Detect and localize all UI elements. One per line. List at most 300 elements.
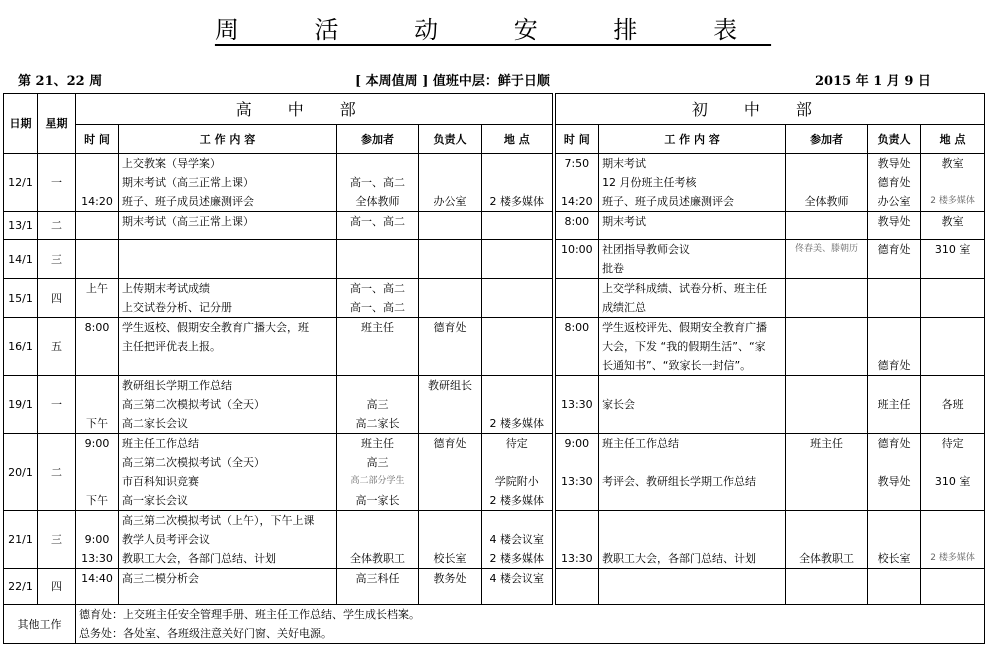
cell-middle-place — [921, 434, 985, 511]
cell-line: 待定 — [505, 437, 528, 450]
cell-middle-owner — [868, 279, 921, 318]
cell-middle-owner — [868, 434, 921, 511]
cell-line: 班主任 — [810, 437, 844, 450]
cell-line — [79, 511, 115, 530]
cell-line — [559, 511, 596, 530]
week-range: 第 21、22 周 — [18, 74, 103, 89]
cell-line: 教职工大会，各部门总结、计划 — [602, 552, 757, 565]
cell-high-participants — [337, 511, 419, 569]
cell-line: 期末考试 — [602, 157, 647, 170]
header-date: 日期 — [4, 94, 38, 154]
cell-high-place — [482, 376, 554, 434]
cell-line: 9:00 — [84, 533, 110, 546]
cell-middle-owner — [868, 569, 921, 605]
row-date: 21/1 — [4, 511, 38, 569]
header-owner: 负责人 — [419, 125, 482, 154]
cell-middle-owner — [868, 154, 921, 212]
schedule-table — [3, 93, 985, 644]
cell-line — [871, 337, 917, 356]
cell-high-work — [119, 434, 337, 511]
cell-line — [789, 453, 864, 472]
cell-line — [789, 491, 864, 510]
cell-high-place — [482, 318, 554, 376]
cell-middle-work — [599, 376, 786, 434]
cell-line — [789, 472, 864, 491]
cell-line — [871, 530, 917, 549]
cell-line — [422, 453, 478, 472]
cell-middle-place — [921, 569, 985, 605]
header-work: 工 作 内 容 — [599, 125, 786, 154]
cell-high-time — [76, 434, 119, 511]
cell-high-place — [482, 240, 554, 279]
cell-line — [340, 511, 415, 530]
cell-middle-participants — [786, 511, 868, 569]
cell-high-work — [119, 279, 337, 318]
cell-line — [789, 395, 864, 414]
cell-line: 高二部分学生 — [350, 476, 405, 486]
cell-middle-time — [554, 569, 599, 605]
cell-high-time — [76, 318, 119, 376]
cell-middle-place — [921, 318, 985, 376]
cell-line: 学生返校、假期安全教育广播大会，班 — [122, 321, 309, 334]
cell-high-work — [119, 240, 337, 279]
cell-line — [559, 173, 596, 192]
other-work-line: 德育处：上交班主任安全管理手册、班主任工作总结、学生成长档案。 — [79, 608, 420, 621]
cell-line — [602, 511, 782, 530]
cell-line: 期末考试（高三正常上课） — [122, 176, 254, 189]
cell-line — [602, 569, 782, 588]
cell-line — [789, 279, 864, 298]
cell-line: 待定 — [941, 437, 964, 450]
cell-line: 德育处 — [433, 321, 467, 334]
cell-line: 高一家长会议 — [122, 494, 188, 507]
row-date: 22/1 — [4, 569, 38, 605]
cell-line — [422, 414, 478, 433]
cell-middle-work — [599, 240, 786, 279]
cell-line: 高一、高二 — [350, 176, 405, 189]
row-weekday: 四 — [38, 279, 76, 318]
cell-line: 教导处 — [877, 215, 911, 228]
cell-line: 10:00 — [560, 243, 593, 256]
cell-line — [422, 173, 478, 192]
cell-high-work — [119, 318, 337, 376]
other-work-line: 总务处：各处室、各班级注意关好门窗、关好电源。 — [79, 627, 332, 640]
cell-middle-place — [921, 240, 985, 279]
cell-middle-owner — [868, 511, 921, 569]
cell-high-participants — [337, 434, 419, 511]
cell-line: 德育处 — [877, 176, 911, 189]
cell-line — [924, 376, 981, 395]
cell-line — [485, 279, 549, 298]
cell-middle-participants — [786, 154, 868, 212]
cell-middle-work — [599, 569, 786, 605]
cell-line: 期末考试（高三正常上课） — [122, 215, 254, 228]
cell-line — [422, 154, 478, 173]
row-weekday: 三 — [38, 240, 76, 279]
cell-line — [485, 453, 549, 472]
cell-line: 高三科任 — [355, 572, 400, 585]
cell-high-work — [119, 212, 337, 240]
cell-high-time — [76, 240, 119, 279]
doc-date: 2015 年 1 月 9 日 — [815, 74, 931, 89]
row-date: 15/1 — [4, 279, 38, 318]
cell-middle-owner — [868, 212, 921, 240]
cell-high-place — [482, 212, 554, 240]
cell-middle-participants — [786, 434, 868, 511]
cell-high-work — [119, 376, 337, 434]
cell-line: 8:00 — [564, 215, 590, 228]
row-date: 20/1 — [4, 434, 38, 511]
row-weekday: 二 — [38, 212, 76, 240]
cell-line: 上交试卷分析、记分册 — [122, 301, 232, 314]
cell-line: 家长会 — [602, 398, 636, 411]
cell-line: 德育处 — [877, 437, 911, 450]
cell-line — [485, 511, 549, 530]
cell-middle-work — [599, 434, 786, 511]
cell-line: 主任把评优表上报。 — [122, 340, 221, 353]
cell-line: 长通知书”、“致家长一封信”。 — [602, 359, 752, 372]
header-time: 时 间 — [76, 125, 119, 154]
cell-middle-time — [554, 240, 599, 279]
cell-line — [871, 376, 917, 395]
row-date: 12/1 — [4, 154, 38, 212]
cell-line: 班子、班子成员述廉测评会 — [122, 195, 254, 208]
cell-high-work — [119, 154, 337, 212]
table-row — [4, 154, 985, 212]
cell-line — [789, 318, 864, 337]
cell-line: 批卷 — [602, 262, 625, 275]
cell-line — [340, 376, 415, 395]
cell-high-time — [76, 279, 119, 318]
cell-line: 佟春美、滕朝历 — [795, 244, 859, 254]
cell-line: 教导处 — [877, 157, 911, 170]
cell-line — [485, 212, 549, 231]
cell-middle-owner — [868, 240, 921, 279]
cell-middle-place — [921, 154, 985, 212]
cell-middle-time — [554, 318, 599, 376]
cell-middle-work — [599, 212, 786, 240]
cell-line — [602, 453, 782, 472]
cell-high-place — [482, 154, 554, 212]
cell-line — [559, 376, 596, 395]
cell-high-owner — [419, 434, 482, 511]
header-time: 时 间 — [554, 125, 599, 154]
cell-line — [422, 472, 478, 491]
cell-middle-place — [921, 376, 985, 434]
cell-line — [485, 154, 549, 173]
cell-middle-participants — [786, 240, 868, 279]
cell-line — [485, 240, 549, 259]
cell-line: 高三第二次模拟考试（上午），下午上课 — [122, 514, 315, 527]
cell-middle-participants — [786, 569, 868, 605]
cell-line — [789, 511, 864, 530]
other-work-label: 其他工作 — [4, 605, 76, 644]
cell-line: 高三二模分析会 — [122, 572, 199, 585]
cell-line — [924, 279, 981, 298]
cell-line — [422, 491, 478, 510]
cell-line: 教导处 — [877, 475, 911, 488]
cell-line: 教研组长 — [428, 379, 472, 392]
header-participants: 参加者 — [786, 125, 868, 154]
cell-high-place — [482, 279, 554, 318]
cell-line: 13:30 — [560, 398, 593, 411]
cell-line: 教室 — [941, 157, 964, 170]
cell-line — [924, 173, 981, 192]
cell-line: 下午 — [86, 494, 108, 507]
cell-line: 全体教师 — [804, 195, 849, 208]
cell-line — [924, 569, 981, 588]
cell-middle-participants — [786, 318, 868, 376]
cell-line: 13:30 — [560, 552, 593, 565]
row-date: 19/1 — [4, 376, 38, 434]
cell-line: 上午 — [86, 282, 108, 295]
cell-line: 4 楼会议室 — [489, 572, 545, 585]
cell-line — [559, 453, 596, 472]
cell-line — [871, 453, 917, 472]
cell-line — [79, 472, 115, 491]
cell-line: 12 月份班主任考核 — [602, 176, 697, 189]
cell-line: 上传期末考试成绩 — [122, 282, 210, 295]
cell-line: 班主任 — [877, 398, 911, 411]
table-row — [4, 569, 985, 605]
cell-middle-time — [554, 434, 599, 511]
cell-line: 全体教师 — [355, 195, 400, 208]
cell-high-owner — [419, 279, 482, 318]
cell-middle-work — [599, 279, 786, 318]
section-high: 高中部 — [76, 94, 554, 125]
cell-line: 德育处 — [877, 359, 911, 372]
cell-line — [871, 414, 917, 433]
cell-line — [871, 279, 917, 298]
cell-line: 德育处 — [433, 437, 467, 450]
cell-line: 校长室 — [877, 552, 911, 565]
cell-middle-place — [921, 511, 985, 569]
cell-line: 310 室 — [934, 243, 971, 256]
cell-line: 上交教案（导学案） — [122, 157, 221, 170]
cell-line: 高一家长 — [355, 494, 400, 507]
other-work-content — [76, 605, 985, 644]
cell-line — [789, 376, 864, 395]
cell-line — [485, 395, 549, 414]
cell-line — [559, 569, 596, 588]
cell-middle-participants — [786, 212, 868, 240]
cell-line: 高一、高二 — [350, 282, 405, 295]
cell-line — [602, 414, 782, 433]
cell-line: 班主任 — [361, 321, 394, 334]
cell-middle-participants — [786, 279, 868, 318]
cell-line: 高三 — [366, 398, 389, 411]
cell-high-time — [76, 569, 119, 605]
cell-high-participants — [337, 240, 419, 279]
cell-high-owner — [419, 212, 482, 240]
cell-line — [422, 240, 478, 259]
cell-line: 13:30 — [81, 552, 113, 565]
cell-line — [789, 212, 864, 231]
cell-line: 班子、班子成员述廉测评会 — [602, 195, 735, 208]
cell-line — [422, 212, 478, 231]
cell-line: 8:00 — [564, 321, 590, 334]
cell-high-owner — [419, 240, 482, 279]
cell-high-time — [76, 212, 119, 240]
cell-line — [871, 511, 917, 530]
cell-line: 班主任工作总结 — [122, 437, 199, 450]
cell-line — [340, 240, 415, 259]
cell-middle-place — [921, 279, 985, 318]
cell-line: 高三第二次模拟考试（全天） — [122, 398, 265, 411]
cell-line — [422, 511, 478, 530]
row-weekday: 四 — [38, 569, 76, 605]
table-row — [4, 318, 985, 376]
cell-high-owner — [419, 154, 482, 212]
cell-line: 2 楼多媒体 — [489, 552, 545, 565]
cell-high-participants — [337, 318, 419, 376]
cell-line — [871, 491, 917, 510]
cell-middle-work — [599, 511, 786, 569]
header-place: 地 点 — [921, 125, 985, 154]
cell-line: 各班 — [941, 398, 964, 411]
cell-line: 14:40 — [81, 572, 113, 585]
cell-line — [789, 414, 864, 433]
cell-line — [79, 395, 115, 414]
cell-line — [485, 318, 549, 337]
cell-line: 9:00 — [84, 437, 110, 450]
row-date: 14/1 — [4, 240, 38, 279]
cell-line: 教务处 — [433, 572, 467, 585]
section-middle: 初中部 — [554, 94, 985, 125]
header-participants: 参加者 — [337, 125, 419, 154]
cell-line: 教职工大会，各部门总结、计划 — [122, 552, 276, 565]
cell-high-participants — [337, 376, 419, 434]
cell-middle-time — [554, 212, 599, 240]
cell-line — [79, 212, 115, 231]
cell-line: 下午 — [86, 417, 108, 430]
cell-line — [871, 318, 917, 337]
cell-middle-work — [599, 154, 786, 212]
cell-high-owner — [419, 511, 482, 569]
cell-high-place — [482, 569, 554, 605]
cell-line — [79, 173, 115, 192]
duty-info: [ 本周值周 ] 值班中层：鲜于日顺 — [355, 74, 550, 89]
cell-line — [79, 154, 115, 173]
cell-middle-owner — [868, 318, 921, 376]
cell-high-place — [482, 434, 554, 511]
cell-middle-work — [599, 318, 786, 376]
cell-line — [485, 376, 549, 395]
page-title: 周 活 动 安 排 表 — [214, 16, 772, 44]
cell-line — [924, 453, 981, 472]
cell-middle-time — [554, 376, 599, 434]
header-place: 地 点 — [482, 125, 554, 154]
cell-line: 学生返校评先、假期安全教育广播 — [602, 321, 768, 334]
row-weekday: 二 — [38, 434, 76, 511]
cell-line — [602, 376, 782, 395]
cell-line: 2 楼多媒体 — [930, 553, 975, 563]
cell-line: 高三 — [366, 456, 389, 469]
cell-line — [559, 530, 596, 549]
cell-high-work — [119, 569, 337, 605]
cell-line — [789, 569, 864, 588]
cell-line — [559, 414, 596, 433]
cell-line — [924, 414, 981, 433]
cell-line — [485, 173, 549, 192]
cell-line: 2 楼多媒体 — [489, 417, 545, 430]
cell-line — [559, 279, 596, 298]
cell-high-time — [76, 511, 119, 569]
cell-high-participants — [337, 569, 419, 605]
cell-line: 全体教职工 — [799, 552, 855, 565]
cell-high-owner — [419, 569, 482, 605]
table-row — [4, 240, 985, 279]
cell-high-time — [76, 154, 119, 212]
cell-middle-time — [554, 154, 599, 212]
cell-high-participants — [337, 212, 419, 240]
cell-line: 班主任工作总结 — [602, 437, 680, 450]
cell-line — [79, 376, 115, 395]
cell-middle-place — [921, 212, 985, 240]
cell-high-place — [482, 511, 554, 569]
cell-line — [602, 530, 782, 549]
cell-line — [789, 173, 864, 192]
cell-line — [924, 318, 981, 337]
table-row — [4, 376, 985, 434]
cell-line: 社团指导教师会议 — [602, 243, 691, 256]
cell-high-time — [76, 376, 119, 434]
cell-line — [79, 240, 115, 259]
cell-high-work — [119, 511, 337, 569]
cell-line: 大会，下发 “我的假期生活”、“家 — [602, 340, 766, 353]
cell-line — [422, 530, 478, 549]
cell-middle-time — [554, 279, 599, 318]
row-weekday: 一 — [38, 376, 76, 434]
table-row — [4, 212, 985, 240]
cell-high-owner — [419, 376, 482, 434]
cell-line: 310 室 — [934, 475, 971, 488]
table-row — [4, 434, 985, 511]
cell-line: 教研组长学期工作总结 — [122, 379, 232, 392]
cell-high-owner — [419, 318, 482, 376]
cell-line: 2 楼多媒体 — [930, 196, 975, 206]
cell-line: 市百科知识竞赛 — [122, 475, 199, 488]
cell-line — [422, 279, 478, 298]
cell-line — [924, 511, 981, 530]
cell-middle-time — [554, 511, 599, 569]
cell-line — [789, 530, 864, 549]
cell-line — [789, 154, 864, 173]
cell-line: 期末考试 — [602, 215, 647, 228]
row-weekday: 五 — [38, 318, 76, 376]
cell-middle-owner — [868, 376, 921, 434]
cell-line: 2 楼多媒体 — [489, 195, 545, 208]
cell-line: 14:20 — [560, 195, 593, 208]
header-owner: 负责人 — [868, 125, 921, 154]
cell-line: 高二家长会议 — [122, 417, 188, 430]
cell-line: 教室 — [941, 215, 964, 228]
cell-line: 办公室 — [877, 195, 911, 208]
cell-line: 班主任 — [361, 437, 394, 450]
cell-line: 办公室 — [433, 195, 467, 208]
cell-line — [340, 154, 415, 173]
cell-line: 4 楼会议室 — [489, 533, 545, 546]
cell-line: 高二家长 — [355, 417, 400, 430]
cell-line — [924, 491, 981, 510]
cell-high-participants — [337, 154, 419, 212]
row-weekday: 三 — [38, 511, 76, 569]
cell-line: 7:50 — [564, 157, 590, 170]
cell-line: 校长室 — [433, 552, 467, 565]
row-date: 16/1 — [4, 318, 38, 376]
cell-line — [340, 530, 415, 549]
header-work: 工 作 内 容 — [119, 125, 337, 154]
